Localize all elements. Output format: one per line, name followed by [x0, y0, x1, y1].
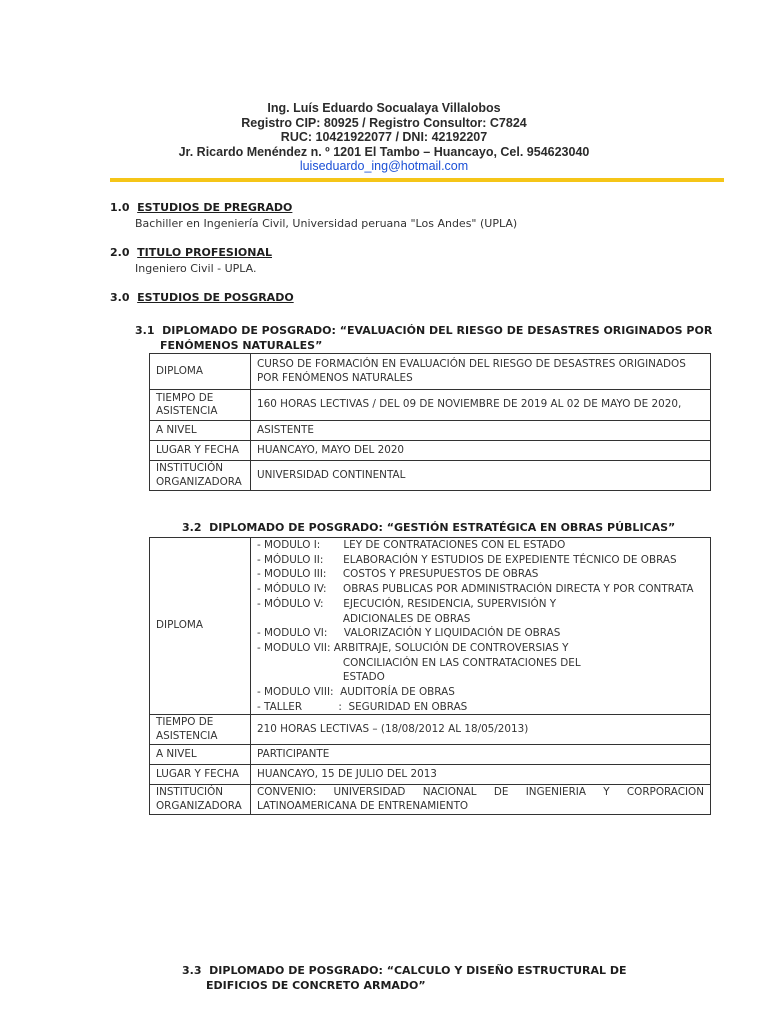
module-item: - MÓDULO V: EJECUCIÓN, RESIDENCIA, SUPERVISIÓN Y: [257, 597, 557, 610]
diplomado-3-heading: [182, 964, 627, 993]
table-row: [150, 461, 711, 491]
lugar-value: HUANCAYO, 15 DE JULIO DEL 2013: [251, 765, 711, 785]
module-item: - MODULO III: COSTOS Y PRESUPUESTOS DE OBRAS: [257, 568, 539, 581]
institucion-value: UNIVERSIDAD CONTINENTAL: [251, 461, 711, 491]
subsection-title: DIPLOMADO DE POSGRADO: “GESTIÓN ESTRATÉGICA EN OBRAS PÚBLICAS”: [209, 521, 676, 534]
pregrado-text: Bachiller en Ingeniería Civil, Universidad peruana "Los Andes" (UPLA): [135, 217, 518, 230]
table-row: [150, 745, 711, 765]
subsection-number: 3.2: [182, 521, 202, 534]
table-row: [150, 538, 711, 715]
lugar-label: LUGAR Y FECHA: [150, 765, 251, 785]
diplomado-1-heading: [135, 324, 712, 353]
nivel-label: A NIVEL: [150, 421, 251, 441]
module-item: ADICIONALES DE OBRAS: [257, 612, 471, 625]
table-row: [150, 785, 711, 815]
nivel-label: A NIVEL: [150, 745, 251, 765]
module-item: ESTADO: [257, 671, 385, 684]
diploma-value: CURSO DE FORMACIÓN EN EVALUACIÓN DEL RIESGO DE DESASTRES ORIGINADOS POR FENÓMENOS NATURALES: [251, 354, 711, 390]
nivel-value: PARTICIPANTE: [251, 745, 711, 765]
section-heading-posgrado: [110, 291, 294, 304]
institucion-label: INSTITUCIÓN ORGANIZADORA: [150, 785, 251, 815]
subsection-number: 3.3: [182, 964, 202, 977]
header-divider: [110, 178, 724, 182]
module-item: - MÓDULO IV: OBRAS PUBLICAS POR ADMINISTRACIÓN DIRECTA Y POR CONTRATA: [257, 583, 694, 596]
module-item: - MÓDULO II: ELABORACIÓN Y ESTUDIOS DE EXPEDIENTE TÉCNICO DE OBRAS: [257, 553, 677, 566]
table-row: [150, 421, 711, 441]
diplomado-2-table: [149, 537, 711, 815]
lugar-label: LUGAR Y FECHA: [150, 441, 251, 461]
section-number: 3.0: [110, 291, 130, 304]
table-row: [150, 715, 711, 745]
diploma-label: DIPLOMA: [150, 538, 251, 715]
module-item: - MODULO I: LEY DE CONTRATACIONES CON EL ESTADO: [257, 539, 566, 551]
subsection-title-line1: DIPLOMADO DE POSGRADO: “CALCULO Y DISEÑO ESTRUCTURAL DE: [209, 964, 627, 977]
email-link[interactable]: luiseduardo_ing@hotmail.com: [299, 159, 469, 174]
institucion-value: CONVENIO: UNIVERSIDAD NACIONAL DE INGENIERIA Y CORPORACION LATINOAMERICANA DE ENTRENAMIENTO: [251, 785, 711, 815]
registro-line: Registro CIP: 80925 / Registro Consultor: C7824: [241, 115, 527, 130]
section-number: 2.0: [110, 246, 130, 259]
tiempo-value: 160 HORAS LECTIVAS / DEL 09 DE NOVIEMBRE DE 2019 AL 02 DE MAYO DE 2020,: [251, 390, 711, 421]
section-number: 1.0: [110, 201, 130, 214]
institucion-label: INSTITUCIÓN ORGANIZADORA: [150, 461, 251, 491]
author-name: Ing. Luís Eduardo Socualaya Villalobos: [267, 101, 501, 115]
section-heading-titulo: [110, 246, 272, 259]
table-row: [150, 390, 711, 421]
table-row: [150, 354, 711, 390]
lugar-value: HUANCAYO, MAYO DEL 2020: [251, 441, 711, 461]
diplomado-2-heading: [182, 521, 675, 536]
tiempo-label: TIEMPO DE ASISTENCIA: [150, 390, 251, 421]
ruc-line: RUC: 10421922077 / DNI: 42192207: [280, 130, 488, 145]
address-line: Jr. Ricardo Menéndez n. º 1201 El Tambo – Huancayo, Cel. 954623040: [178, 144, 590, 159]
tiempo-label: TIEMPO DE ASISTENCIA: [150, 715, 251, 745]
cv-header: [0, 101, 768, 174]
table-row: [150, 441, 711, 461]
titulo-text: Ingeniero Civil - UPLA.: [135, 262, 257, 275]
module-item: - MODULO VIII: AUDITORÍA DE OBRAS: [257, 686, 455, 699]
module-item: - MODULO VII: ARBITRAJE, SOLUCIÓN DE CONTROVERSIAS Y: [257, 641, 569, 654]
nivel-value: ASISTENTE: [251, 421, 711, 441]
diploma-label: DIPLOMA: [150, 354, 251, 390]
section-title: ESTUDIOS DE POSGRADO: [137, 291, 294, 304]
diplomado-1-table: [149, 353, 711, 491]
tiempo-value: 210 HORAS LECTIVAS – (18/08/2012 AL 18/05/2013): [251, 715, 711, 745]
subsection-number: 3.1: [135, 324, 155, 337]
subsection-title-line2: FENÓMENOS NATURALES”: [160, 338, 323, 352]
modules-list: [251, 538, 711, 715]
table-row: [150, 765, 711, 785]
module-item: - TALLER : SEGURIDAD EN OBRAS: [257, 700, 468, 713]
subsection-title-line1: DIPLOMADO DE POSGRADO: “EVALUACIÓN DEL RIESGO DE DESASTRES ORIGINADOS POR: [162, 324, 713, 337]
subsection-title-line2: EDIFICIOS DE CONCRETO ARMADO”: [206, 978, 426, 992]
module-item: - MODULO VI: VALORIZACIÓN Y LIQUIDACIÓN DE OBRAS: [257, 627, 561, 640]
section-title: TITULO PROFESIONAL: [137, 246, 273, 259]
module-item: CONCILIACIÓN EN LAS CONTRATACIONES DEL: [257, 656, 581, 669]
section-title: ESTUDIOS DE PREGRADO: [137, 201, 293, 214]
section-heading-pregrado: [110, 201, 292, 214]
